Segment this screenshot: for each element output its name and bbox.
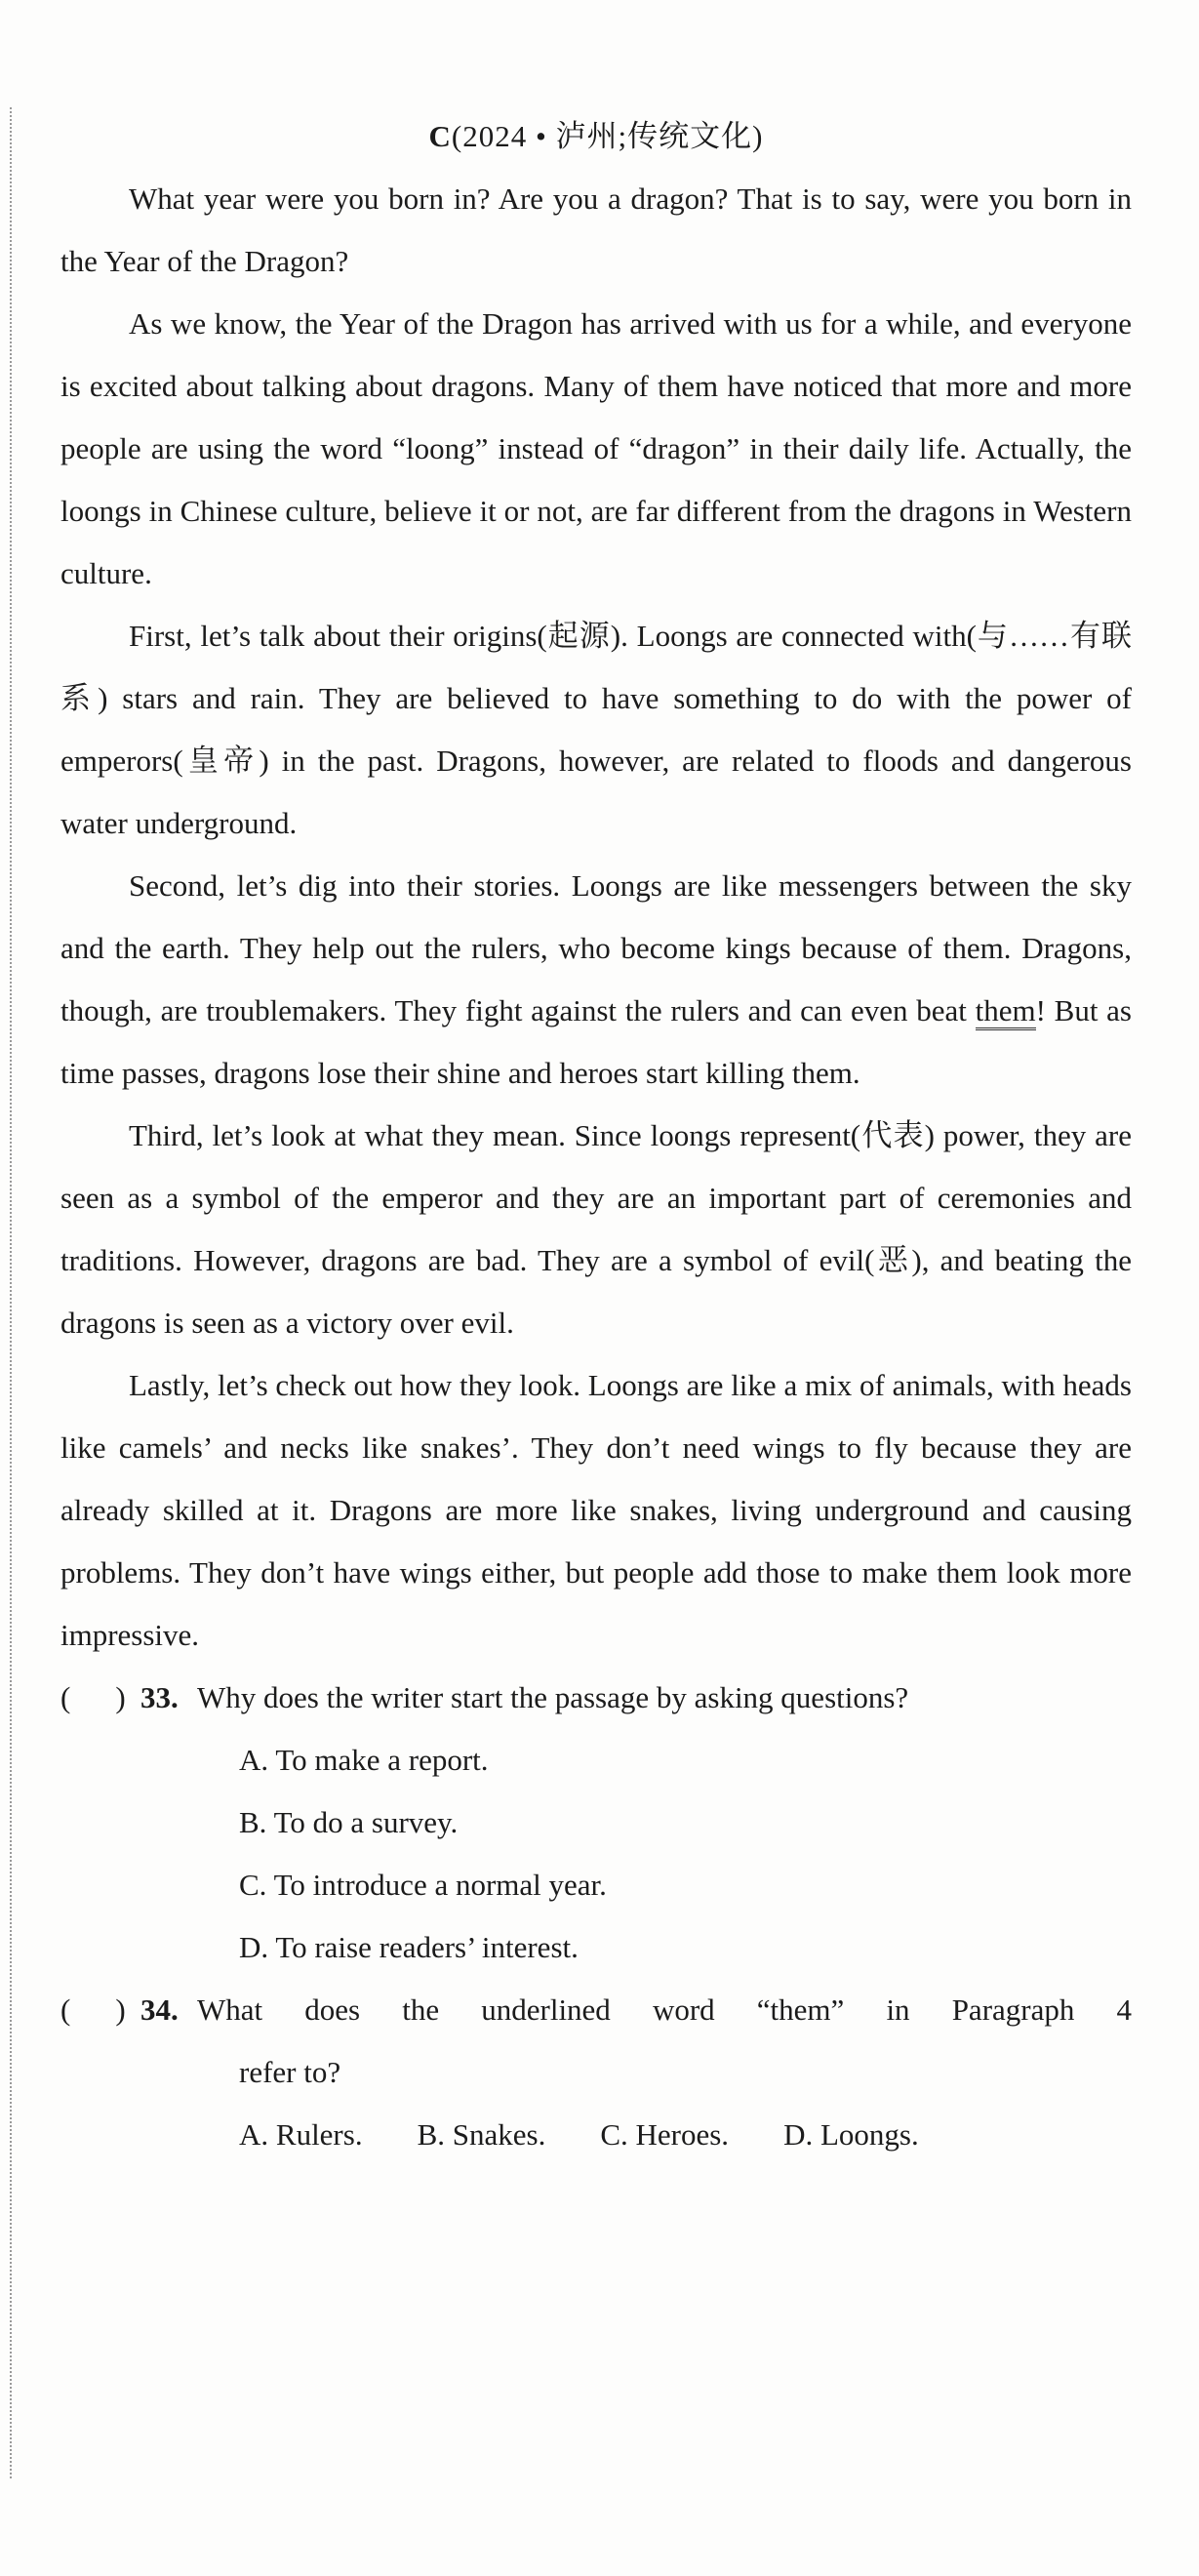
underlined-word: them bbox=[976, 993, 1036, 1030]
question-text-33: Why does the writer start the passage by asking questions? bbox=[197, 1680, 909, 1714]
binding-margin-line bbox=[10, 107, 12, 2478]
worksheet-page bbox=[60, 105, 1132, 2166]
question-33 bbox=[60, 1667, 1132, 1979]
answer-blank-33[interactable]: ( ) bbox=[60, 1680, 126, 1714]
passage-title bbox=[60, 105, 1132, 168]
option-34-c: C. Heroes. bbox=[600, 2117, 730, 2152]
option-33-a: A. To make a report. bbox=[239, 1743, 489, 1777]
question-number-34: 34. bbox=[140, 1992, 179, 2027]
option-34-b: B. Snakes. bbox=[417, 2117, 546, 2152]
paragraph-5: Third, let’s look at what they mean. Since loongs represent(代表) power, they are seen as a symbol of the emperor and they are an important part of ceremonies and traditions. However, dragons are bad. They are a symbol of evil(恶), and beating the dragons is seen as a victory over evil. bbox=[60, 1118, 1132, 1340]
question-text-34-line-1: What does the underlined word “them” in Paragraph 4 bbox=[197, 1992, 1132, 2027]
passage-letter: C bbox=[428, 119, 452, 153]
paragraph-3: First, let’s talk about their origins(起源). Loongs are connected with(与……有联系) stars and rain. They are believed to have something to do with the power of emperors(皇帝) in the past. Dragons, however, are related to floods and dangerous water underground. bbox=[60, 619, 1132, 840]
option-33-b: B. To do a survey. bbox=[239, 1805, 459, 1839]
question-34 bbox=[60, 1979, 1132, 2166]
paragraph-2: As we know, the Year of the Dragon has arrived with us for a while, and everyone is excited about talking about dragons. Many of them have noticed that more and more people are using the word “loong” instead of “dragon” in their daily life. Actually, the loongs in Chinese culture, believe it or not, are far different from the dragons in Western culture. bbox=[60, 306, 1132, 590]
option-33-c: C. To introduce a normal year. bbox=[239, 1868, 607, 1902]
question-number-33: 33. bbox=[140, 1680, 179, 1714]
option-34-a: A. Rulers. bbox=[239, 2117, 363, 2152]
answer-blank-34[interactable]: ( ) bbox=[60, 1992, 126, 2027]
option-33-d: D. To raise readers’ interest. bbox=[239, 1930, 579, 1964]
paragraph-6: Lastly, let’s check out how they look. Loongs are like a mix of animals, with heads like camels’ and necks like snakes’. They don’t need wings to fly because they are already skilled at it. Dragons are more like snakes, living underground and causing problems. They don’t have wings either, but people add those to make them look more impressive. bbox=[60, 1368, 1132, 1652]
question-text-34-line-2: refer to? bbox=[239, 2055, 341, 2089]
paragraph-1: What year were you born in? Are you a dragon? That is to say, were you born in the Year of the Dragon? bbox=[60, 181, 1132, 278]
options-34 bbox=[60, 2104, 1132, 2166]
paragraph-4-text-b: ! But as time passes, dragons lose their shine and heroes start killing them. bbox=[60, 993, 1133, 1090]
paragraph-4-text-a: Second, let’s dig into their stories. Loongs are like messengers between the sky and the earth. They help out the rulers, who become kings because of them. Dragons, though, are troublemakers. They fight against the rulers and can even beat bbox=[60, 868, 1132, 1027]
option-34-d: D. Loongs. bbox=[783, 2117, 919, 2152]
passage-source: (2024 • 泸州;传统文化) bbox=[451, 119, 764, 153]
paragraph-4 bbox=[60, 855, 1132, 1105]
